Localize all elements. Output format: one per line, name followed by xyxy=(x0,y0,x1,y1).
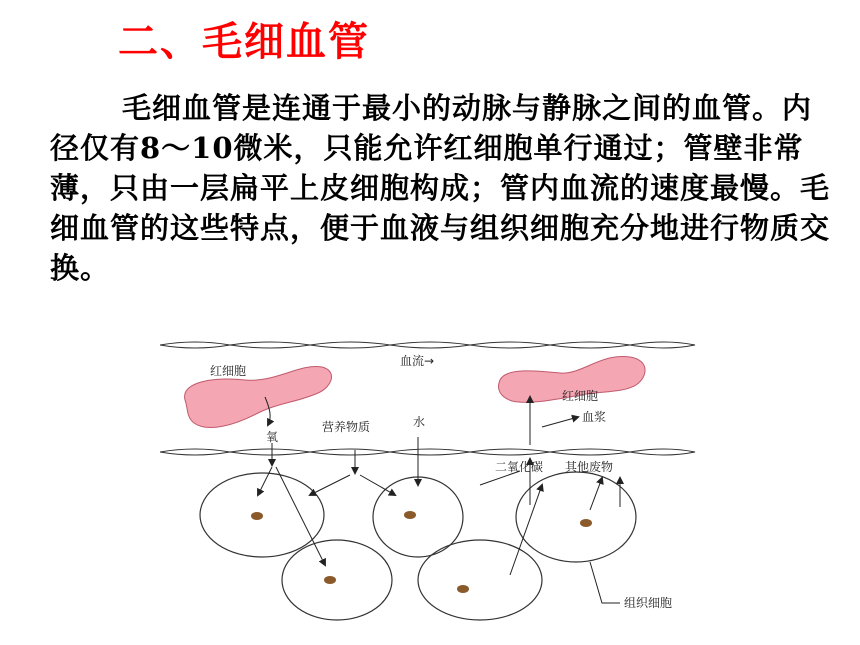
red-blood-cell-left xyxy=(185,366,332,427)
tissue-cell-4 xyxy=(282,540,392,620)
label-waste: 其他废物 xyxy=(565,460,614,474)
label-red-cell-left: 红细胞 xyxy=(210,364,247,378)
body-paragraph: 毛细血管是连通于最小的动脉与静脉之间的血管。内径仅有8～10微米，只能允许红细胞单行通过；管壁非常薄，只由一层扁平上皮细胞构成；管内血流的速度最慢。毛细血管的这些特点，便于血液与组织细胞充分地进行物质交换。 xyxy=(50,91,831,285)
arrows xyxy=(258,397,620,575)
capillary-wall-bottom xyxy=(160,449,695,455)
label-water: 水 xyxy=(413,415,426,429)
label-red-cell-right: 红细胞 xyxy=(562,389,599,403)
label-blood-flow: 血流→ xyxy=(400,354,435,368)
tissue-cell-5 xyxy=(418,540,542,620)
tissue-cell-leader xyxy=(590,562,620,603)
label-nutrients: 营养物质 xyxy=(322,420,371,434)
capillary-diagram xyxy=(150,325,710,625)
label-oxygen: 氧 xyxy=(266,430,279,444)
label-co2: 二氧化碳 xyxy=(495,460,544,474)
label-tissue-cell: 组织细胞 xyxy=(624,596,673,610)
page-title: 二、毛细血管 xyxy=(118,19,370,65)
tissue-cells xyxy=(200,472,636,620)
capillary-wall-top xyxy=(160,342,695,348)
nuclei xyxy=(251,511,592,593)
tissue-cell-3 xyxy=(516,472,636,562)
label-plasma: 血浆 xyxy=(582,410,607,424)
